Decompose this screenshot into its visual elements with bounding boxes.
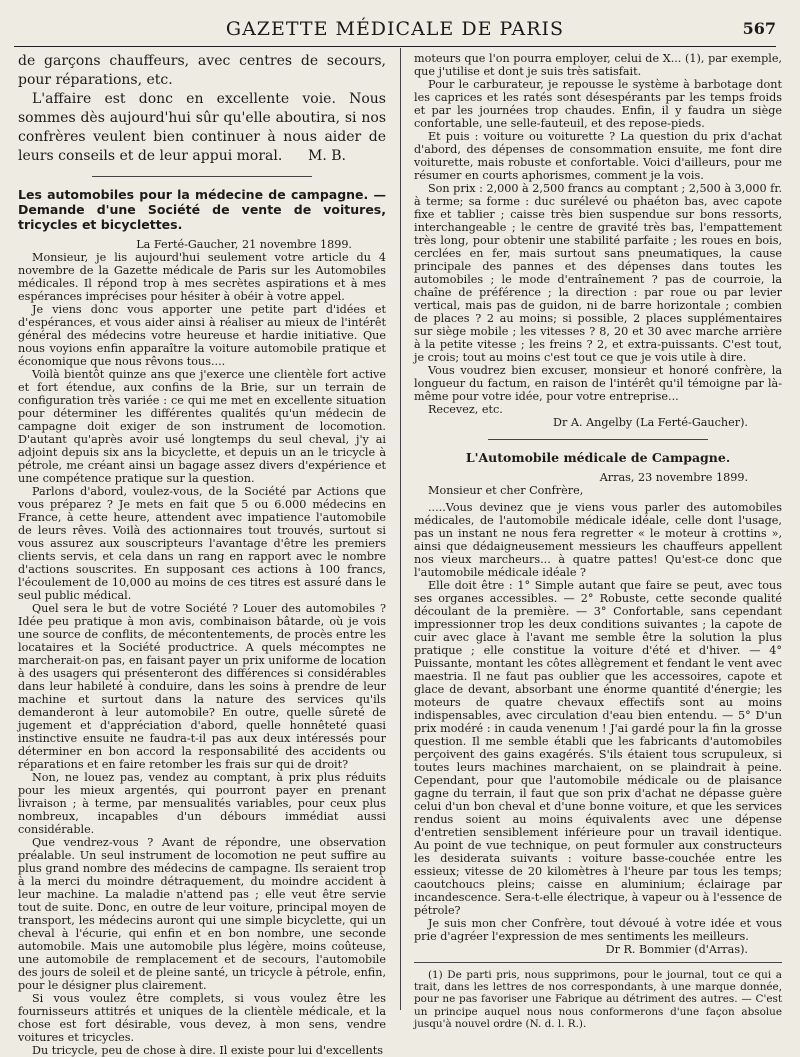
paragraph: Pour le carburateur, je repousse le système à barbotage dont les caprices et les ratés sont désespérants par les temps froids et par les journées trop chaudes. Enfin, il y faudra un siège confortable, une selle-fauteuil, et des repose-pieds. [414,78,782,130]
page-header [14,14,776,40]
paragraph: Vous voudrez bien excuser, monsieur et honoré confrère, la longueur du factum, en raison de l'intérêt qu'il témoigne par là-même pour votre idée, pour votre entreprise... [414,364,782,403]
intro-signature: M. B. [308,148,346,164]
paragraph: Si vous voulez être complets, si vous voulez être les fournisseurs attitrés et uniques de la clientèle médicale, et la chose est fort désirable, vous devez, à mon sens, vendre voitures et tricycles. [18,992,386,1044]
paragraph: Voilà bientôt quinze ans que j'exerce une clientèle fort active et fort étendue, aux confins de la Brie, sur un terrain de configuration très variée : ce qui me met en excellente situation pour déterminer les différentes qualités qu'un médecin de campagne doit exiger de son instrument de locomotion. D'autant qu'après avoir usé longtemps du seul cheval, j'y ai adjoint depuis six ans la bicyclette, et depuis un an le tricycle à pétrole, me créant ainsi un bagage assez divers d'expérience et une compétence pratique sur la question. [18,368,386,485]
paragraph: moteurs que l'on pourra employer, celui de X... (1), par exemple, que j'utilise et dont je suis très satisfait. [414,52,782,78]
signature: Dr R. Bommier (d'Arras). [605,943,748,956]
paragraph: Son prix : 2,000 à 2,500 francs au comptant ; 2,500 à 3,000 fr. à terme; sa forme : duc surélevé ou phaéton bas, avec capote fixe et tablier ; caisse très bien suspendue sur bons ressorts, interchangeable ; le centre de gravité très bas, l'empattement très long, pour obtenir une stabilité parfaite ; les roues en bois, cerclées en fer, mais surtout sans pneumatiques, la cause principale des pannes et des dépenses dans toutes les automobiles ; le mode d'entraînement ? pas de courroie, la chaîne de préférence ; la direction : par roue ou par levier vertical, mais pas de guidon, ni de barre horizontale ; combien de places ? 2 au moins; si possible, 2 places supplémentaires sur siège mobile ; les vitesses ? 8, 20 et 30 avec marche arrière à la petite vitesse ; les freins ? 2, et extra-puissants. C'est tout, je crois; tout au moins c'est tout ce que je vois utile à dire. [414,182,782,364]
intro-paragraph: de garçons chauffeurs, avec centres de secours, pour réparations, etc. [18,53,386,88]
header-rule [14,46,776,47]
paragraph: .....Vous devinez que je viens vous parler des automobiles médicales, de l'automobile médicale idéale, celle dont l'usage, pas un instant ne nous fera regretter « le moteur à crottins », ainsi que dédaigneusement messieurs les chauffeurs appellent nos vieux marcheurs... à quatre pattes! Qu'est-ce donc que l'automobile médicale idéale ? [414,501,782,579]
page-number: 567 [742,19,776,38]
place-date: Arras, 23 novembre 1899. [599,471,748,484]
journal-title: GAZETTE MÉDICALE DE PARIS [225,18,565,40]
article-title: L'Automobile médicale de Campagne. [465,450,731,465]
paragraph: Recevez, etc. [428,403,503,416]
footnote: (1) De parti pris, nous supprimons, pour le journal, tout ce qui a trait, dans les lettres de nos correspondants, à une marque donnée, pour ne pas favoriser une Fabrique au détriment des autres. — C'est un principe auquel nous nous conformerons d'une façon absolue jusqu'à nouvel ordre (N. d. l. R.). [414,969,782,1030]
article-title: Les automobiles pour la médecine de campagne. — Demande d'une Société de vente de voitures, tricycles et bicyclettes. [18,187,386,232]
right-column [414,52,782,956]
paragraph: Quel sera le but de votre Société ? Louer des automobiles ? Idée peu pratique à mon avis, combinaison bâtarde, où je vois une source de conflits, de mécontentements, de procès entre les locataires et la Société productrice. A quels mécomptes ne marcherait-on pas, en faisant payer un prix uniforme de location à des usagers qui présenteront des différences si considérables dans leur habileté à conduire, dans les soins à prendre de leur machine et surtout dans la nature des services qu'ils demanderont à leur automobile? En outre, quelle sûreté de jugement et d'appréciation d'abord, quelle honnêteté quasi instinctive ensuite ne faudra-t-il pas aux deux intéressés pour déterminer en bon accord la responsabilité des accidents ou réparations et en faire retomber les frais sur qui de droit? [18,602,386,771]
column-divider [400,48,401,1010]
paragraph: Je suis mon cher Confrère, tout dévoué à votre idée et vous prie d'agréer l'expression de mes sentiments les meilleurs. [414,917,782,943]
paragraph: Parlons d'abord, voulez-vous, de la Société par Actions que vous préparez ? Je mets en fait que 5 ou 6.000 médecins en France, à cette heure, attendent avec impatience l'automobile de leurs rêves. Voilà des actionnaires tout trouvés, surtout si vous assurez aux souscripteurs l'avantage d'être les premiers clients servis, et cela dans un rang en rapport avec le nombre d'actions souscrites. En supposant ces actions à 100 francs, l'écoulement de 10,000 au moins de ces titres est assuré dans le seul public médical. [18,485,386,602]
separator [92,176,313,177]
paragraph: Non, ne louez pas, vendez au comptant, à prix plus réduits pour les mieux argentés, qui pourront payer en prenant livraison ; à terme, par mensualités variables, pour ceux plus nombreux, incapables d'un débours immédiat aussi considérable. [18,771,386,836]
separator [488,439,709,440]
footnote-rule [414,962,782,963]
place-date: La Ferté-Gaucher, 21 novembre 1899. [136,238,352,251]
paragraph: Du tricycle, peu de chose à dire. Il existe pour lui d'excellents [32,1044,384,1057]
paragraph: Monsieur, je lis aujourd'hui seulement votre article du 4 novembre de la Gazette médicale de Paris sur les Automobiles médicales. Il répond trop à mes secrètes aspirations et à mes espérances imprécises pour hésiter à obéir à votre appel. [18,251,386,303]
footnotes [414,962,782,1030]
intro-block [18,52,386,166]
paragraph: Je viens donc vous apporter une petite part d'idées et d'espérances, et vous aider ainsi à réaliser au mieux de l'intérêt général des médecins votre heureuse et hardie initiative. Que nous voyions enfin apparaître la voiture automobile pratique et économique que nous rêvons tous.... [18,303,386,368]
salutation: Monsieur et cher Confrère, [428,484,584,497]
paragraph: Elle doit être : 1° Simple autant que faire se peut, avec tous ses organes accessibles. — 2° Robuste, cette seconde qualité découlant de la première. — 3° Confortable, sans cependant impressionner trop les deux conditions suivantes ; la capote de cuir avec glace à l'avant me semble être la solution la plus pratique ; elle constitue la voiture d'été et d'hiver. — 4° Puissante, montant les côtes allègrement et fendant le vent avec maestria. Il ne faut pas oublier que les accessoires, capote et glace de devant, absorbant une énorme quantité d'énergie; les moteurs de quatre chevaux effectifs sont au moins indispensables, avec circulation d'eau bien entendu. — 5° D'un prix modéré : in cauda venenum ! J'ai gardé pour la fin la grosse question. Il me semble établi que les fabricants d'automobiles perçoivent des gains exagérés. S'ils étaient tous scrupuleux, si toutes leurs machines marchaient, on se plaindrait à peine. Cependant, pour que l'automobile médicale ou de plaisance gagne du terrain, il faut que son prix d'achat ne dépasse guère celui d'un bon cheval et d'une bonne voiture, et que les services rendus soient au moins équivalents avec une dépense d'entretien sensiblement inférieure pour un travail identique. Au point de vue technique, on peut formuler aux constructeurs les desiderata suivants : voiture basse-couchée entre les essieux; vitesse de 20 kilomètres à l'heure par tous les temps; caoutchoucs pleins; caisse en aluminium; éclairage par incandescence. Sera-t-elle électrique, à vapeur ou à l'essence de pétrole? [414,579,782,917]
left-column [18,52,386,1057]
signature: Dr A. Angelby (La Ferté-Gaucher). [553,416,748,429]
paragraph: Et puis : voiture ou voiturette ? La question du prix d'achat d'abord, des dépenses de consommation ensuite, me font dire voiturette, mais robuste et confortable. Voici d'ailleurs, pour me résumer en courts aphorismes, comment je la vois. [414,130,782,182]
paragraph: Que vendrez-vous ? Avant de répondre, une observation préalable. Un seul instrument de locomotion ne peut suffire au plus grand nombre des médecins de campagne. Ils seraient trop à la merci du moindre détraquement, du moindre accident à leur machine. La maladie n'attend pas ; elle veut être servie tout de suite. Donc, en outre de leur voiture, principal moyen de transport, les médecins auront qui une simple bicyclette, qui un cheval à l'écurie, qui enfin et en bon nombre, une seconde automobile. Mais une automobile plus légère, moins coûteuse, une automobile de remplacement et de secours, l'automobile des jours de soleil et de pleine santé, un tricycle à pétrole, enfin, pour le désigner plus clairement. [18,836,386,992]
intro-paragraph: L'affaire est donc en excellente voie. Nous sommes dès aujourd'hui sûr qu'elle aboutira, si nos confrères veulent bien continuer à nous aider de leurs conseils et de leur appui moral. [18,91,386,164]
